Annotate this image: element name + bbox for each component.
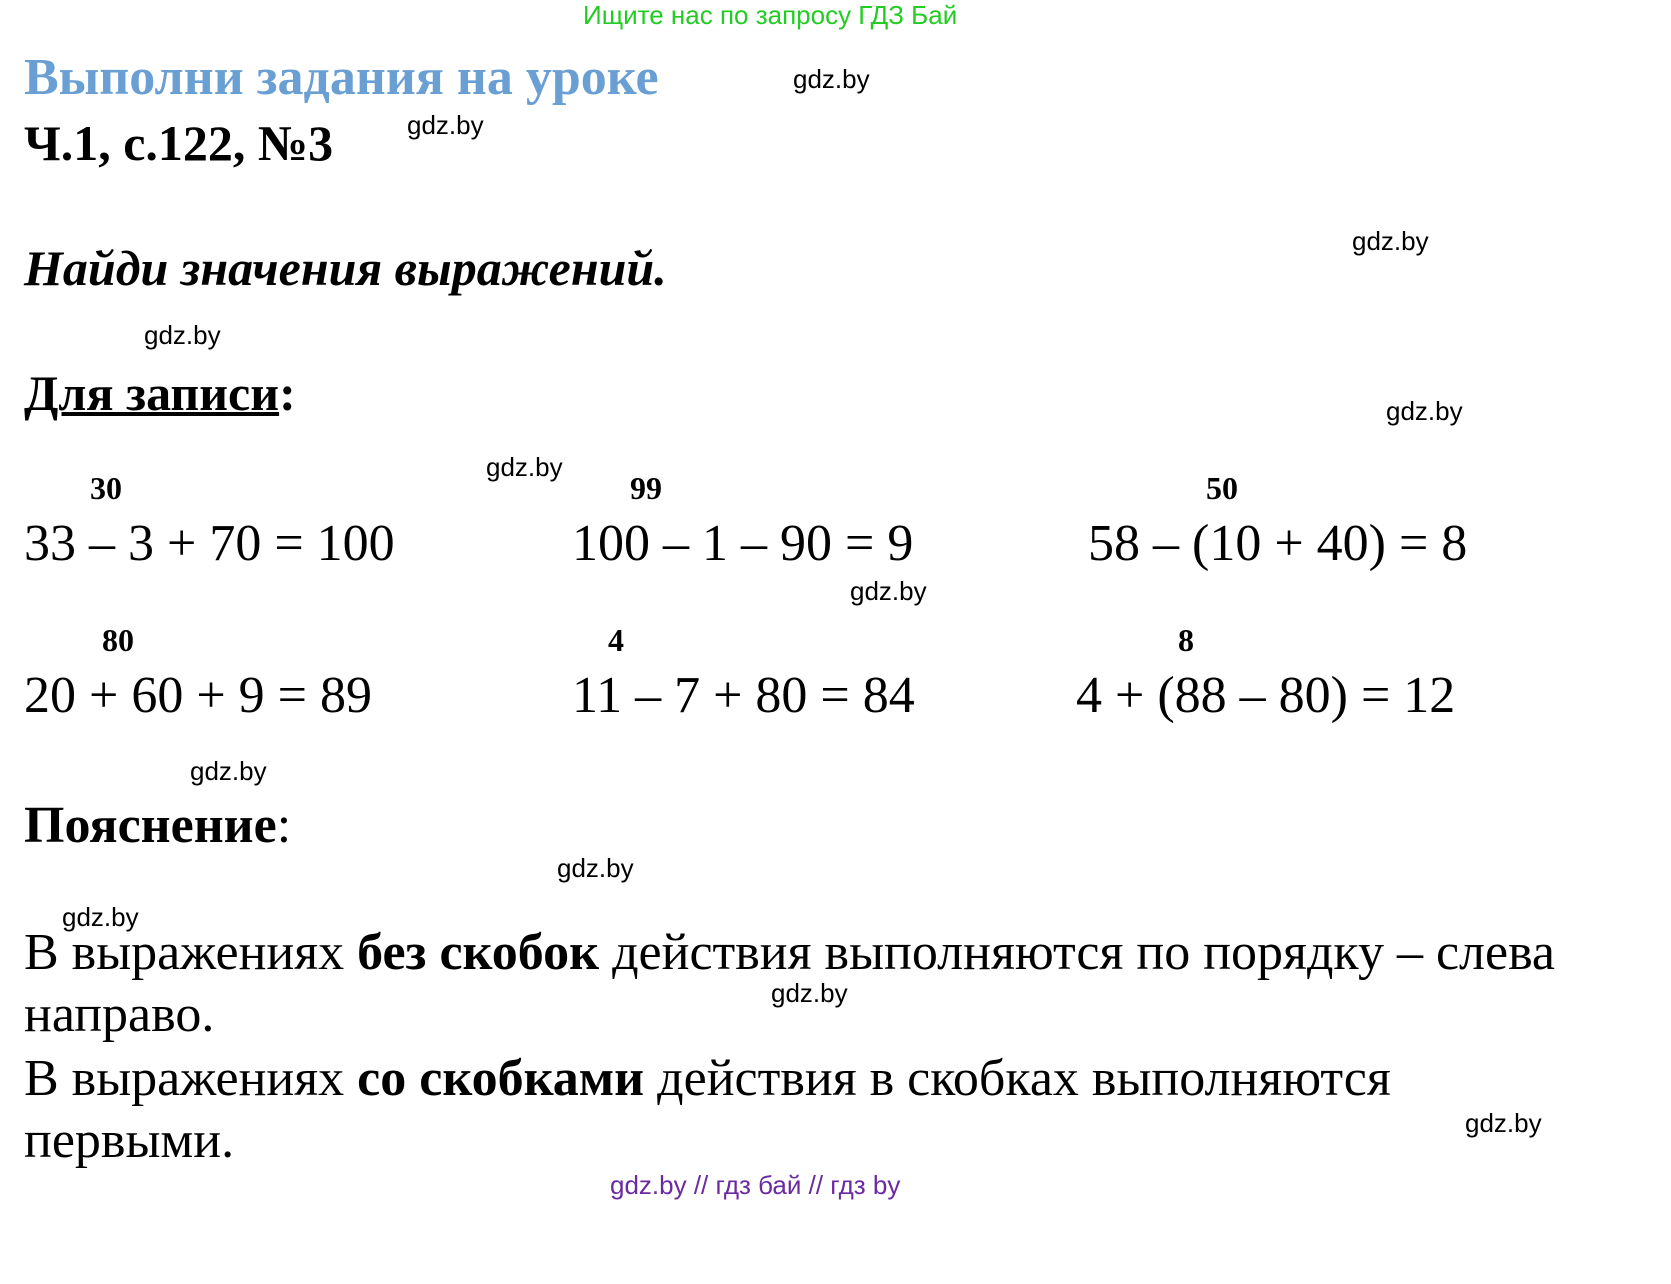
- intermediate-6: 8: [1178, 622, 1194, 658]
- record-colon: :: [279, 365, 296, 421]
- explanation-colon: :: [276, 797, 292, 854]
- expression-6: 4 + (88 – 80) = 12: [1076, 667, 1456, 724]
- intermediate-3: 50: [1206, 470, 1238, 506]
- watermark: gdz.by: [62, 902, 139, 932]
- rule-text: действия в скобках выполняются первыми.: [24, 1050, 1391, 1169]
- rule-with-brackets: [24, 1048, 1584, 1172]
- watermark: gdz.by: [190, 756, 267, 786]
- rule-bold: без скобок: [357, 924, 600, 981]
- rule-bold: со скобками: [357, 1050, 645, 1107]
- watermark: gdz.by: [771, 978, 848, 1008]
- watermark: gdz.by: [1465, 1108, 1542, 1138]
- intermediate-2: 99: [630, 470, 662, 506]
- page-title: Выполни задания на уроке: [24, 49, 659, 106]
- explanation-heading: [24, 797, 292, 854]
- intermediate-4: 80: [102, 622, 134, 658]
- watermark: gdz.by: [793, 64, 870, 94]
- watermark: gdz.by: [486, 452, 563, 482]
- reference: Ч.1, с.122, №3: [24, 115, 334, 171]
- expression-3: 58 – (10 + 40) = 8: [1088, 515, 1468, 572]
- record-label: Для записи: [24, 365, 280, 421]
- task-text: Найди значения выражений.: [24, 240, 667, 296]
- rule-text: В выражениях: [24, 924, 358, 981]
- watermark: gdz.by: [144, 320, 221, 350]
- intermediate-5: 4: [608, 622, 624, 658]
- watermark: gdz.by: [1386, 396, 1463, 426]
- watermark: gdz.by: [1352, 226, 1429, 256]
- record-heading: [24, 365, 296, 421]
- header-note: Ищите нас по запросу ГДЗ Бай: [583, 0, 958, 30]
- explanation-label: Пояснение: [24, 797, 277, 854]
- watermark: gdz.by: [557, 853, 634, 883]
- expression-5: 11 – 7 + 80 = 84: [572, 667, 915, 724]
- rule-text: В выражениях: [24, 1050, 358, 1107]
- expression-1: 33 – 3 + 70 = 100: [24, 515, 395, 572]
- intermediate-1: 30: [90, 470, 122, 506]
- watermark: gdz.by: [850, 576, 927, 606]
- footer-links: gdz.by // гдз бай // гдз by: [610, 1170, 901, 1200]
- expression-4: 20 + 60 + 9 = 89: [24, 667, 372, 724]
- rule-text: действия выполняются по порядку – слева направо.: [24, 924, 1556, 1043]
- watermark: gdz.by: [407, 110, 484, 140]
- expression-2: 100 – 1 – 90 = 9: [572, 515, 914, 572]
